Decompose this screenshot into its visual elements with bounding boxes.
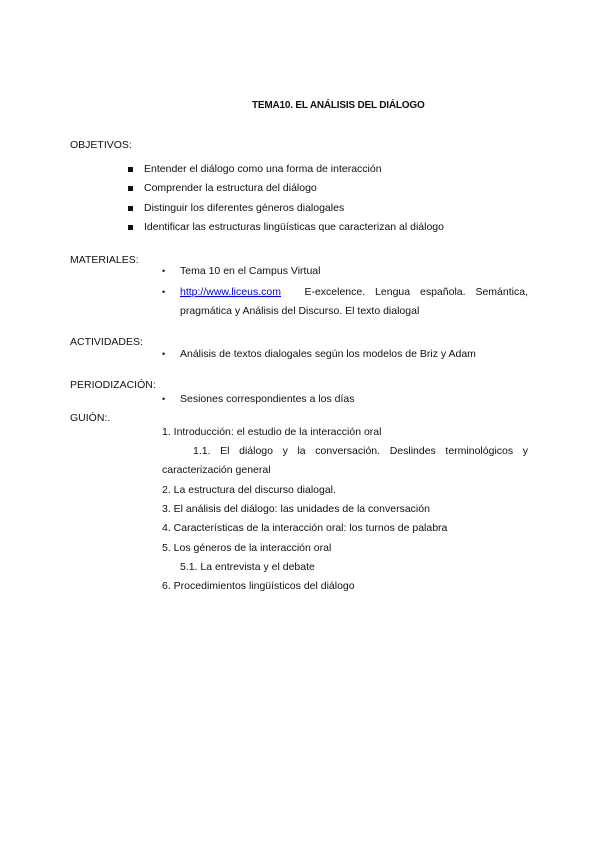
materiales-heading: MATERIALES: <box>70 254 139 266</box>
actividades-heading: ACTIVIDADES: <box>70 336 143 348</box>
materiales-item-2-text: E-excelence. Lengua española. Semántica, <box>304 286 528 298</box>
periodizacion-item: Sesiones correspondientes a los días <box>180 393 355 405</box>
objetivo-item: Distinguir los diferentes géneros dialogales <box>144 202 345 214</box>
guion-line: caracterización general <box>162 464 271 476</box>
guion-line: 3. El análisis del diálogo: las unidades de la conversación <box>162 503 430 515</box>
periodizacion-heading: PERIODIZACIÓN: <box>70 379 156 391</box>
objetivos-heading: OBJETIVOS: <box>70 139 132 151</box>
bullet-icon: • <box>162 394 166 404</box>
square-bullet-icon <box>128 186 133 191</box>
objetivo-item: Identificar las estructuras lingüísticas que caracterizan al diálogo <box>144 221 444 233</box>
guion-line: 2. La estructura del discurso dialogal. <box>162 484 336 496</box>
square-bullet-icon <box>128 167 133 172</box>
objetivo-item: Comprender la estructura del diálogo <box>144 182 317 194</box>
materiales-item: Tema 10 en el Campus Virtual <box>180 265 321 277</box>
objetivo-item: Entender el diálogo como una forma de interacción <box>144 163 382 175</box>
bullet-icon: • <box>162 349 166 359</box>
guion-heading: GUIÓN:. <box>70 412 111 424</box>
guion-line: 5. Los géneros de la interacción oral <box>162 542 332 554</box>
liceus-link[interactable]: http://www.liceus.com <box>180 286 281 298</box>
actividades-item: Análisis de textos dialogales según los modelos de Briz y Adam <box>180 348 476 360</box>
guion-line: 1.1. El diálogo y la conversación. Deslindes terminológicos y <box>193 445 528 457</box>
square-bullet-icon <box>128 206 133 211</box>
guion-line: 1. Introducción: el estudio de la interacción oral <box>162 426 382 438</box>
bullet-icon: • <box>162 287 166 297</box>
square-bullet-icon <box>128 225 133 230</box>
guion-line: 6. Procedimientos lingüísticos del diálogo <box>162 580 355 592</box>
guion-line: 4. Características de la interacción oral: los turnos de palabra <box>162 522 448 534</box>
materiales-item-2-continued: pragmática y Análisis del Discurso. El texto dialogal <box>180 305 420 317</box>
guion-line: 5.1. La entrevista y el debate <box>180 561 315 573</box>
page-title: TEMA10. EL ANÁLISIS DEL DIÁLOGO <box>252 100 425 111</box>
materiales-item-2 <box>180 285 528 299</box>
bullet-icon: • <box>162 266 166 276</box>
